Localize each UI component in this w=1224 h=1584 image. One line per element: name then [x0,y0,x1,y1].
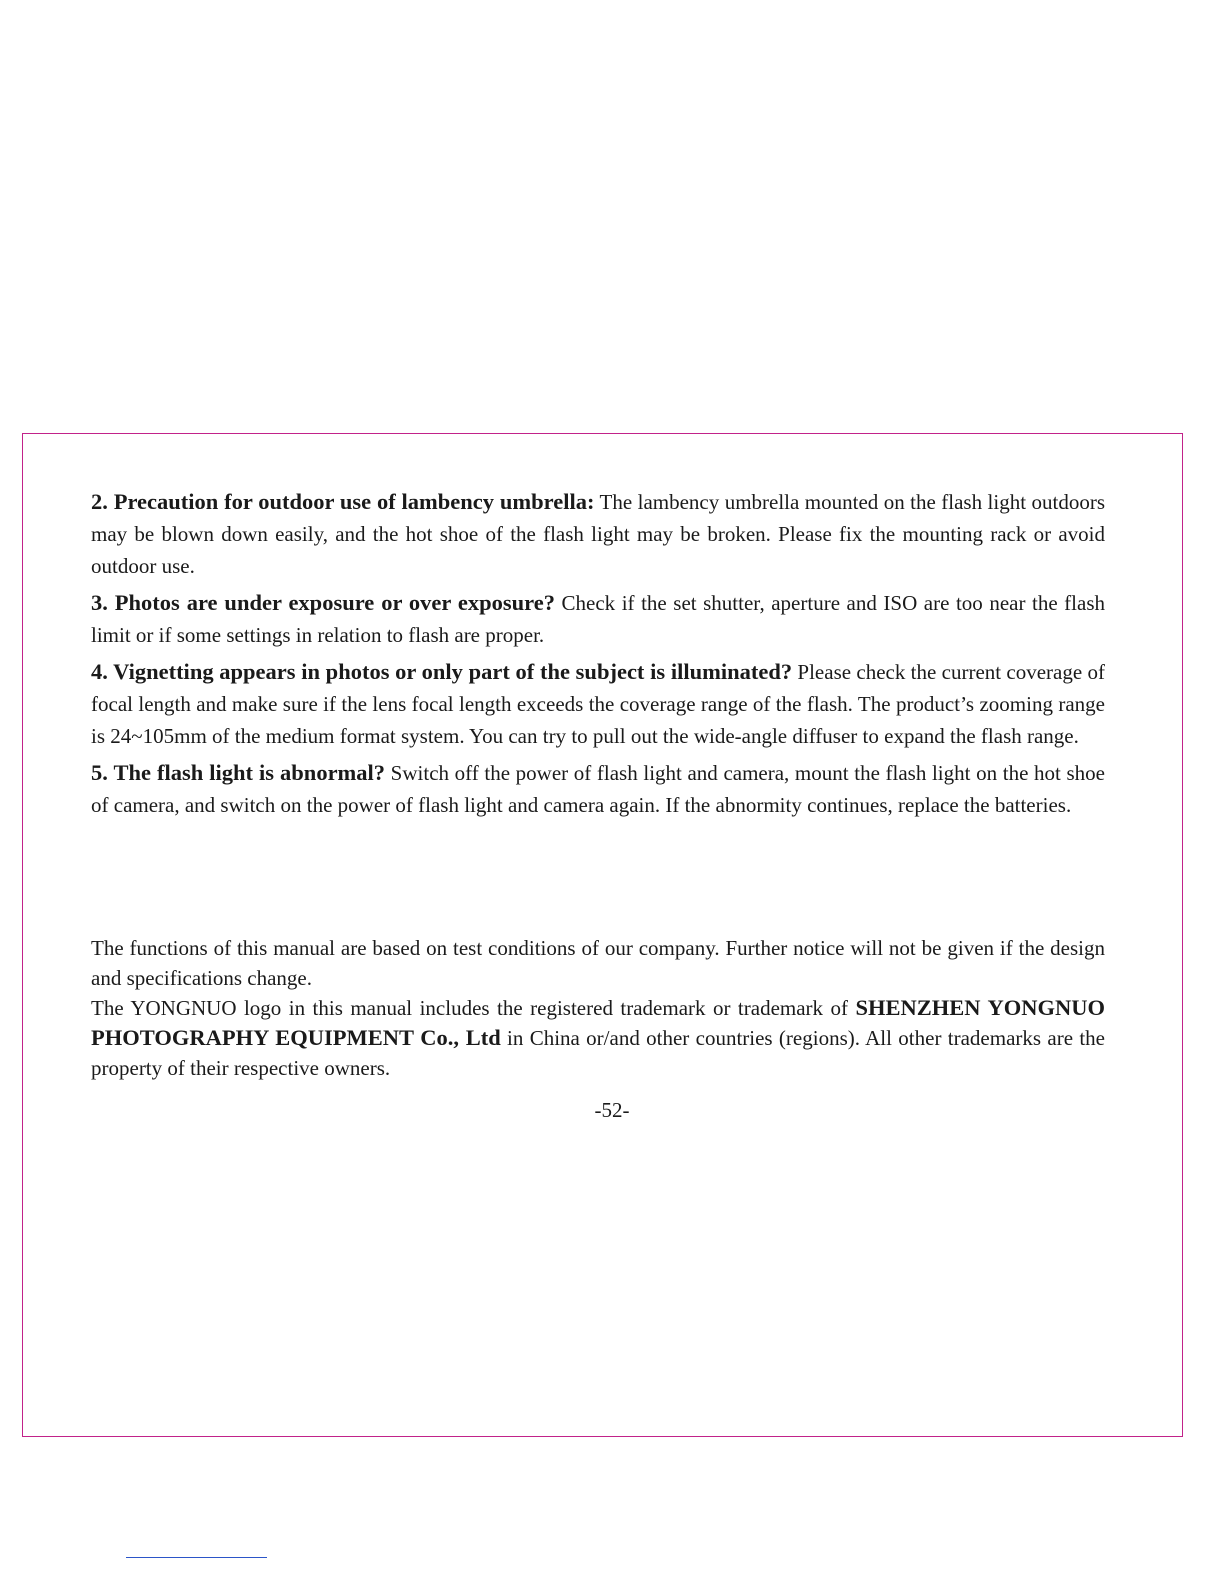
item-heading: 4. Vignetting appears in photos or only part of the subject is illuminated? [91,659,793,684]
manual-notes [91,933,1105,1083]
item-exposure [91,587,1105,651]
company-name: SHENZHEN YONGNUO PHOTOGRAPHY EQUIPMENT Co., Ltd [91,995,1106,1050]
troubleshooting-section [91,486,1105,826]
item-body: Please check the current coverage of focal length and make sure if the lens focal length exceeds the coverage range of the flash. The product’s zooming range is 24~105mm of the medium format system. You can try to pull out the wide-angle diffuser to expand the flash range. [91,660,1105,748]
item-flash-abnormal [91,757,1105,821]
trademark-intro: The YONGNUO logo in this manual includes the registered trademark or trademark of [91,996,856,1020]
page-number: -52- [594,1098,630,1122]
functions-note: The functions of this manual are based on test conditions of our company. Further notice will not be given if the design and specifications change. [91,936,1105,990]
item-body: The lambency umbrella mounted on the flash light outdoors may be blown down easily, and the hot shoe of the flash light may be broken. Please fix the mounting rack or avoid outdoor use. [91,490,1105,578]
bottom-rule [126,1557,267,1558]
trademark-note [91,993,1105,1083]
item-body: Switch off the power of flash light and camera, mount the flash light on the hot shoe of camera, and switch on the power of flash light and camera again. If the abnormity continues, replace the batteries. [91,761,1105,817]
item-heading: 2. Precaution for outdoor use of lambency umbrella: [91,489,595,514]
trademark-outro: in China or/and other countries (regions). All other trademarks are the property of their respective owners. [91,1026,1105,1080]
item-umbrella-precaution [91,486,1105,582]
item-heading: 5. The flash light is abnormal? [91,760,386,785]
item-body: Check if the set shutter, aperture and ISO are too near the flash limit or if some settings in relation to flash are proper. [91,591,1106,647]
item-heading: 3. Photos are under exposure or over exposure? [91,590,555,615]
item-vignetting [91,656,1105,752]
